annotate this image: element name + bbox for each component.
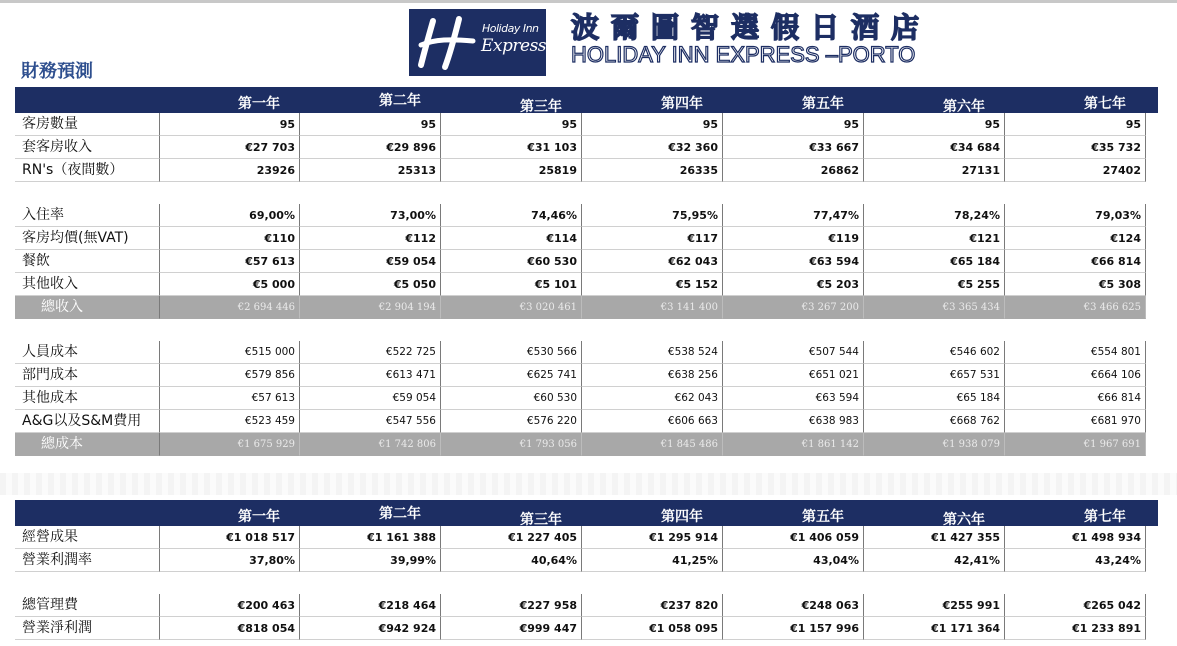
- value-cell: €638 983: [723, 410, 864, 433]
- value-cell: €65 184: [864, 387, 1005, 410]
- value-cell: €112: [300, 227, 441, 250]
- value-cell: 25819: [441, 159, 582, 182]
- value-cell: €3 365 434: [864, 296, 1005, 319]
- row-label: 人員成本: [15, 341, 159, 364]
- value-cell: €507 544: [723, 341, 864, 364]
- value-cell: €3 020 461: [441, 296, 582, 319]
- value-cell: 37,80%: [159, 549, 300, 572]
- revenue-section: [15, 204, 1158, 319]
- value-cell: €942 924: [300, 617, 441, 640]
- row-label: 餐飲: [15, 250, 159, 273]
- row-label: 客房均價(無VAT): [15, 227, 159, 250]
- row-label: RN's（夜間數）: [15, 159, 159, 182]
- table-row: [15, 113, 1158, 136]
- value-cell: €2 694 446: [159, 296, 300, 319]
- year-header-row: [15, 87, 1158, 113]
- table-row: [15, 526, 1158, 549]
- value-cell: 74,46%: [441, 204, 582, 227]
- year-header-4: 第四年: [661, 96, 703, 112]
- value-cell: €227 958: [441, 594, 582, 617]
- value-cell: €34 684: [864, 136, 1005, 159]
- total-row: [15, 433, 1158, 456]
- logo-text-holiday-inn: Holiday Inn: [482, 22, 539, 35]
- value-cell: €218 464: [300, 594, 441, 617]
- operating-result-section: [15, 526, 1158, 572]
- year-header-3: 第三年: [520, 512, 562, 528]
- row-label: 客房數量: [15, 113, 159, 136]
- value-cell: €2 904 194: [300, 296, 441, 319]
- table-row: [15, 136, 1158, 159]
- table-row: [15, 273, 1158, 296]
- value-cell: €119: [723, 227, 864, 250]
- year-header-6: 第六年: [943, 512, 985, 528]
- value-cell: 23926: [159, 159, 300, 182]
- year-header-4: 第四年: [661, 509, 703, 525]
- year-header-3: 第三年: [520, 99, 562, 115]
- value-cell: €57 613: [159, 250, 300, 273]
- value-cell: €515 000: [159, 341, 300, 364]
- value-cell: €1 018 517: [159, 526, 300, 549]
- value-cell: 27131: [864, 159, 1005, 182]
- value-cell: €66 814: [1005, 387, 1146, 410]
- value-cell: 95: [723, 113, 864, 136]
- value-cell: €638 256: [582, 364, 723, 387]
- row-label: 部門成本: [15, 364, 159, 387]
- value-cell: €1 058 095: [582, 617, 723, 640]
- value-cell: €5 050: [300, 273, 441, 296]
- table-row: [15, 341, 1158, 364]
- value-cell: €554 801: [1005, 341, 1146, 364]
- table-row: [15, 204, 1158, 227]
- value-cell: 79,03%: [1005, 204, 1146, 227]
- value-cell: €1 861 142: [723, 433, 864, 456]
- value-cell: €27 703: [159, 136, 300, 159]
- value-cell: €29 896: [300, 136, 441, 159]
- value-cell: 95: [864, 113, 1005, 136]
- value-cell: €66 814: [1005, 250, 1146, 273]
- table-row: [15, 364, 1158, 387]
- value-cell: 41,25%: [582, 549, 723, 572]
- value-cell: €5 255: [864, 273, 1005, 296]
- value-cell: €1 938 079: [864, 433, 1005, 456]
- value-cell: €31 103: [441, 136, 582, 159]
- hotel-title-english: HOLIDAY INN EXPRESS –PORTO: [571, 42, 916, 67]
- value-cell: €681 970: [1005, 410, 1146, 433]
- value-cell: €625 741: [441, 364, 582, 387]
- value-cell: €1 742 806: [300, 433, 441, 456]
- value-cell: €237 820: [582, 594, 723, 617]
- value-cell: €1 161 388: [300, 526, 441, 549]
- row-label: 總成本: [15, 433, 159, 456]
- value-cell: 95: [582, 113, 723, 136]
- value-cell: €523 459: [159, 410, 300, 433]
- value-cell: €255 991: [864, 594, 1005, 617]
- value-cell: 95: [159, 113, 300, 136]
- value-cell: €62 043: [582, 387, 723, 410]
- value-cell: €59 054: [300, 387, 441, 410]
- value-cell: 26335: [582, 159, 723, 182]
- row-label: 營業利潤率: [15, 549, 159, 572]
- value-cell: €3 466 625: [1005, 296, 1146, 319]
- year-header-7: 第七年: [1084, 509, 1126, 525]
- value-cell: €1 427 355: [864, 526, 1005, 549]
- value-cell: €1 967 691: [1005, 433, 1146, 456]
- row-label: 總管理費: [15, 594, 159, 617]
- table-row: [15, 410, 1158, 433]
- value-cell: 39,99%: [300, 549, 441, 572]
- value-cell: €1 498 934: [1005, 526, 1146, 549]
- value-cell: €1 233 891: [1005, 617, 1146, 640]
- net-profit-section: [15, 594, 1158, 640]
- value-cell: €1 845 486: [582, 433, 723, 456]
- table-row: [15, 250, 1158, 273]
- value-cell: €32 360: [582, 136, 723, 159]
- value-cell: €999 447: [441, 617, 582, 640]
- value-cell: €5 308: [1005, 273, 1146, 296]
- holiday-inn-express-logo: [409, 9, 546, 76]
- logo-text-express: Express: [481, 36, 547, 56]
- year-header-row-2: [15, 500, 1158, 526]
- value-cell: 43,04%: [723, 549, 864, 572]
- table-row: [15, 617, 1158, 640]
- value-cell: €114: [441, 227, 582, 250]
- table-row: [15, 594, 1158, 617]
- value-cell: €538 524: [582, 341, 723, 364]
- value-cell: €65 184: [864, 250, 1005, 273]
- hotel-title-chinese: 波爾圖智選假日酒店: [571, 11, 932, 44]
- year-header-1: 第一年: [238, 96, 280, 112]
- value-cell: 73,00%: [300, 204, 441, 227]
- value-cell: €35 732: [1005, 136, 1146, 159]
- value-cell: €547 556: [300, 410, 441, 433]
- value-cell: 95: [1005, 113, 1146, 136]
- value-cell: €5 203: [723, 273, 864, 296]
- value-cell: 42,41%: [864, 549, 1005, 572]
- value-cell: €5 000: [159, 273, 300, 296]
- value-cell: €124: [1005, 227, 1146, 250]
- value-cell: €657 531: [864, 364, 1005, 387]
- row-label: A&G以及S&M費用: [15, 410, 159, 433]
- value-cell: €63 594: [723, 250, 864, 273]
- value-cell: 27402: [1005, 159, 1146, 182]
- page-title: 財務預測: [21, 61, 93, 82]
- value-cell: €5 101: [441, 273, 582, 296]
- table-row: [15, 549, 1158, 572]
- value-cell: €1 295 914: [582, 526, 723, 549]
- value-cell: €117: [582, 227, 723, 250]
- value-cell: €59 054: [300, 250, 441, 273]
- table-row: [15, 387, 1158, 410]
- value-cell: 75,95%: [582, 204, 723, 227]
- row-label: 營業淨利潤: [15, 617, 159, 640]
- year-header-2: 第二年: [379, 506, 421, 522]
- value-cell: 77,47%: [723, 204, 864, 227]
- value-cell: €60 530: [441, 387, 582, 410]
- value-cell: €664 106: [1005, 364, 1146, 387]
- value-cell: €5 152: [582, 273, 723, 296]
- h-logo-icon: [415, 15, 477, 71]
- value-cell: 25313: [300, 159, 441, 182]
- value-cell: 95: [441, 113, 582, 136]
- value-cell: €668 762: [864, 410, 1005, 433]
- value-cell: €546 602: [864, 341, 1005, 364]
- value-cell: €579 856: [159, 364, 300, 387]
- value-cell: €3 267 200: [723, 296, 864, 319]
- row-label: 總收入: [15, 296, 159, 319]
- table-row: [15, 159, 1158, 182]
- value-cell: €530 566: [441, 341, 582, 364]
- year-header-5: 第五年: [802, 96, 844, 112]
- section-divider: [0, 473, 1177, 495]
- value-cell: €818 054: [159, 617, 300, 640]
- table-row: [15, 227, 1158, 250]
- value-cell: €651 021: [723, 364, 864, 387]
- value-cell: 69,00%: [159, 204, 300, 227]
- value-cell: €1 171 364: [864, 617, 1005, 640]
- value-cell: 43,24%: [1005, 549, 1146, 572]
- value-cell: €1 793 056: [441, 433, 582, 456]
- value-cell: €265 042: [1005, 594, 1146, 617]
- revenue-cost-table: [15, 87, 1158, 456]
- profit-table: [15, 500, 1158, 640]
- value-cell: €1 227 405: [441, 526, 582, 549]
- row-label: 其他收入: [15, 273, 159, 296]
- year-header-5: 第五年: [802, 509, 844, 525]
- value-cell: €522 725: [300, 341, 441, 364]
- value-cell: €1 157 996: [723, 617, 864, 640]
- value-cell: 95: [300, 113, 441, 136]
- value-cell: €110: [159, 227, 300, 250]
- year-header-7: 第七年: [1084, 96, 1126, 112]
- cost-section: [15, 341, 1158, 456]
- value-cell: €613 471: [300, 364, 441, 387]
- row-label: 其他成本: [15, 387, 159, 410]
- value-cell: €3 141 400: [582, 296, 723, 319]
- value-cell: €1 406 059: [723, 526, 864, 549]
- value-cell: €1 675 929: [159, 433, 300, 456]
- year-header-1: 第一年: [238, 509, 280, 525]
- value-cell: €63 594: [723, 387, 864, 410]
- row-label: 經營成果: [15, 526, 159, 549]
- value-cell: €33 667: [723, 136, 864, 159]
- value-cell: €576 220: [441, 410, 582, 433]
- top-border-line: [0, 0, 1177, 3]
- value-cell: €60 530: [441, 250, 582, 273]
- value-cell: €62 043: [582, 250, 723, 273]
- value-cell: 26862: [723, 159, 864, 182]
- year-header-6: 第六年: [943, 99, 985, 115]
- value-cell: €57 613: [159, 387, 300, 410]
- value-cell: 40,64%: [441, 549, 582, 572]
- rooms-section: [15, 113, 1158, 182]
- total-row: [15, 296, 1158, 319]
- value-cell: €200 463: [159, 594, 300, 617]
- row-label: 入住率: [15, 204, 159, 227]
- year-header-2: 第二年: [379, 93, 421, 109]
- value-cell: €606 663: [582, 410, 723, 433]
- value-cell: 78,24%: [864, 204, 1005, 227]
- row-label: 套客房收入: [15, 136, 159, 159]
- value-cell: €121: [864, 227, 1005, 250]
- value-cell: €248 063: [723, 594, 864, 617]
